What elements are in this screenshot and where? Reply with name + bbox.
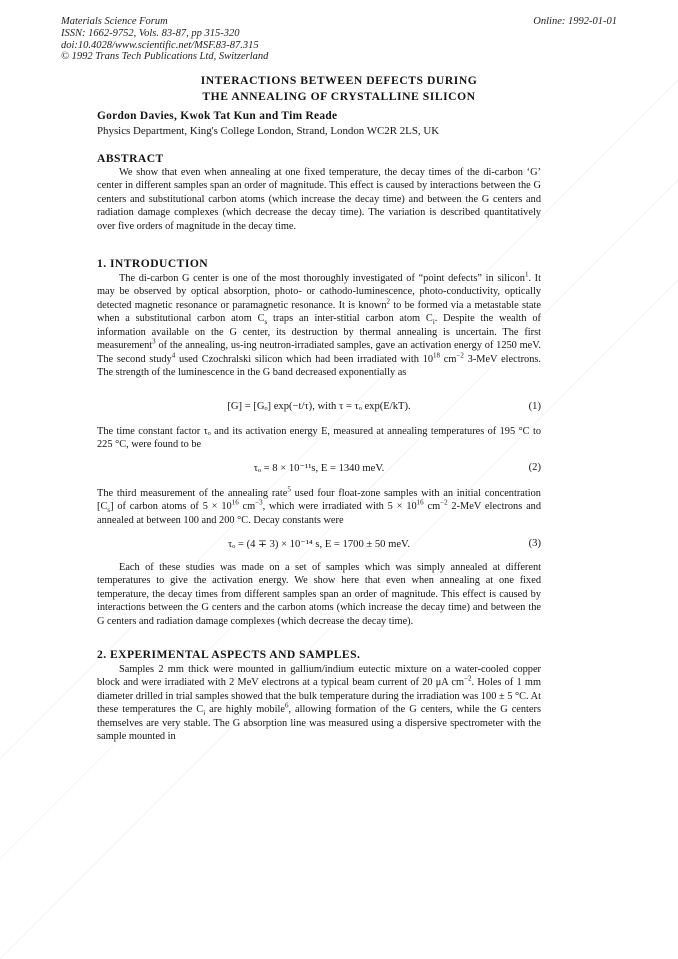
exponent: −2 (456, 351, 464, 360)
experimental-paragraph-1 (97, 663, 541, 744)
introduction-paragraph-4 (97, 561, 541, 628)
intro-text: . Despite the wealth of information available on the G center, its destruction by thermal annealing is uncertain. The first measurement (97, 313, 541, 352)
intro-text: The di-carbon G center is one of the most thoroughly investigated of “point defects” in silicon (119, 273, 525, 284)
ref-1: 1 (524, 270, 529, 279)
subscript-s: s (107, 506, 111, 515)
title-line-2: THE ANNEALING OF CRYSTALLINE SILICON (202, 89, 476, 103)
ref-5: 5 (287, 485, 291, 494)
equation-3-number: (3) (528, 538, 541, 549)
intro-text: cm (440, 353, 457, 365)
ref-4: 4 (171, 351, 176, 360)
journal-name: Materials Science Forum (61, 16, 168, 27)
issn-line: ISSN: 1662-9752, Vols. 83-87, pp 315-320 (61, 27, 240, 39)
introduction-paragraph-1 (97, 272, 541, 380)
introduction-paragraph-2 (97, 425, 541, 452)
experimental-text: Samples 2 mm thick were mounted in gallium/indium eutectic mixture on a water-cooled copper block and were irradiated with 2 MeV electrons at a typical beam current of 20 μA cm (97, 664, 541, 689)
intro-text: ] of carbon atoms of 5 × 10 (110, 501, 232, 513)
exponent: −2 (464, 675, 472, 684)
introduction-paragraph-3 (97, 487, 541, 527)
introduction-heading: 1. INTRODUCTION (97, 257, 209, 270)
experimental-text: are highly mobile (205, 704, 285, 716)
subscript-s: s (264, 318, 268, 327)
intro-text: cm (238, 501, 256, 513)
equation-2-body: τₒ = 8 × 10⁻¹¹s, E = 1340 meV. (253, 463, 385, 474)
exponent: 16 (231, 499, 239, 508)
abstract-heading: ABSTRACT (97, 152, 164, 165)
affiliation: Physics Department, King's College London, Strand, London WC2R 2LS, UK (97, 125, 440, 137)
experimental-text: . Holes of 1 mm diameter drilled in trial samples showed that the bulk temperature during the irradiation was 100 ± 5 °C. At these temperatures the C (97, 677, 541, 716)
paper-title (96, 73, 582, 104)
equation-3-body: τₒ = (4 ∓ 3) × 10⁻¹⁴ s, E = 1700 ± 50 meV. (228, 539, 410, 550)
equation-1-number: (1) (528, 401, 541, 412)
ref-2: 2 (386, 297, 391, 306)
intro-text: 2-MeV electrons and annealed at between 100 and 200 °C. Decay constants were (97, 501, 542, 526)
doi-link[interactable]: doi:10.4028/www.scientific.net/MSF.83-87.315 (61, 39, 259, 51)
exponent: 16 (416, 499, 424, 508)
intro-text: used four float-zone samples with an initial concentration [C (97, 488, 541, 513)
intro-text: . It may be observed by optical absorption, photo- or cathodo-luminescence, photo-conductivity, optically detected magnetic resonance or paramagnetic resonance. It is known (97, 273, 542, 311)
ref-6: 6 (284, 701, 289, 710)
intro-text: , which were irradiated with 5 × 10 (262, 501, 417, 513)
ref-3: 3 (152, 337, 156, 346)
experimental-text: , allowing formation of the G centers, while the G centers themselves are very stable. The G absorption line was measured using a dispersive spectrometer with the sample mounted in (97, 704, 541, 743)
intro-text: cm (423, 501, 441, 513)
abstract-text: We show that even when annealing at one fixed temperature, the decay times of the di-carbon ‘G’ center in different samples span an order of magnitude. This effect is caused by interactions between the G centers and substitutional carbon atoms (which increase the decay time) and between the G centers and radiation damage complexes (which decrease the decay time). The variation is described quantitatively over five orders of magnitude in the decay time. (97, 167, 541, 232)
subscript-i: i (432, 318, 435, 327)
intro-text: to be formed via a metastable state when a substitutional carbon atom C (97, 299, 541, 325)
equation-1-body: [G] = [Gₒ] exp(−t/τ), with τ = τₒ exp(E/kT). (227, 401, 411, 412)
exponent: −2 (440, 499, 448, 508)
intro-text: Each of these studies was made on a set of samples which was simply annealed at different temperatures to give the activation energy. We show here that even when annealing at one fixed temperature, the decay times from different samples span an order of magnitude. This effect is caused by interactions between the G centers and the carbon atoms (which increase the decay time) and between the G centers and radiation damage complexes (which decrease the decay time). (97, 562, 541, 627)
copyright-line: © 1992 Trans Tech Publications Ltd, Switzerland (61, 51, 269, 63)
title-line-1: INTERACTIONS BETWEEN DEFECTS DURING (200, 74, 478, 87)
journal-header (61, 16, 617, 63)
exponent: −3 (255, 499, 263, 508)
exponent: 18 (433, 351, 441, 360)
online-date: Online: 1992-01-01 (533, 16, 617, 27)
intro-text: traps an inter-stitial carbon atom C (267, 313, 433, 325)
intro-text: The time constant factor τₒ and its activation energy E, measured at annealing temperatures of 195 °C to 225 °C, were found to be (97, 426, 541, 451)
subscript-i: i (203, 709, 206, 718)
intro-text: of the annealing, us-ing neutron-irradiated samples, gave an activation energy of 1250 meV. The second study (97, 340, 541, 365)
author-list: Gordon Davies, Kwok Tat Kun and Tim Reade (97, 110, 338, 122)
intro-text: 3-MeV electrons. The strength of the luminescence in the G band decreased exponentially as (97, 353, 541, 379)
intro-text: The third measurement of the annealing rate (97, 488, 288, 499)
experimental-heading: 2. EXPERIMENTAL ASPECTS AND SAMPLES. (97, 648, 361, 661)
equation-2-number: (2) (528, 462, 541, 473)
intro-text: used Czochralski silicon which had been irradiated with 10 (175, 353, 434, 365)
abstract-paragraph (97, 166, 541, 233)
